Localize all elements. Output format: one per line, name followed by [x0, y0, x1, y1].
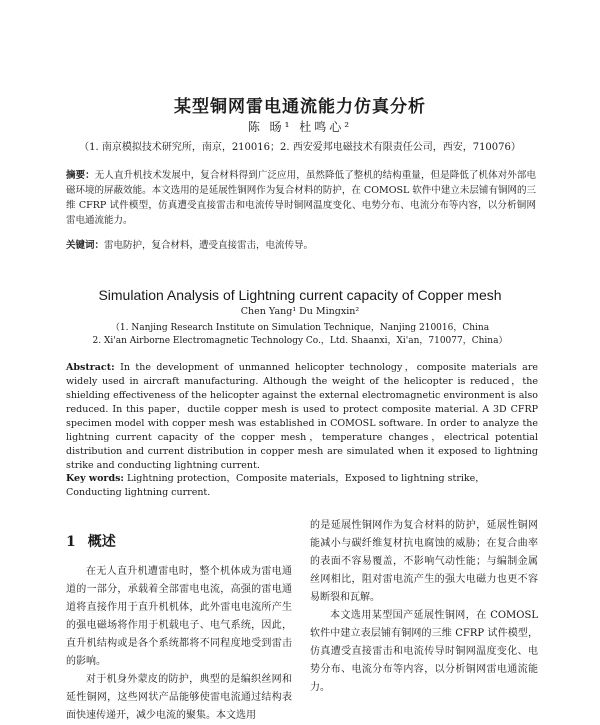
chinese-authors: 陈 旸¹ 杜鸣心²: [247, 120, 353, 134]
left-column: [66, 563, 292, 725]
english-keywords-label: Key words:: [66, 473, 124, 484]
english-affiliation-2: 2. Xi'an Airborne Electromagnetic Technology Co.，Ltd. Shaanxi，Xi'an，710077，China）: [92, 336, 508, 346]
english-abstract-text: In the development of unmanned helicopter technology，composite materials are widely used in aircraft manufacturing. Although the weight of the helicopter is reduced，the shielding effectiveness of the helicopter against the external electromagnetic environment is also reduced. In this paper，ductile copper mesh is used to protect composite material. A 3D CFRP specimen model with copper mesh was established in COMOSL software. In order to analyze the lightning current capacity of the copper mesh，temperature changes，electrical potential distribution and current distribution in copper mesh are simulated when it exposed to lightning strike and conducting lightning current.: [66, 362, 538, 471]
chinese-title: 某型铜网雷电通流能力仿真分析: [174, 97, 426, 117]
paragraph: 在无人直升机遭雷电时，整个机体成为雷电通道的一部分，承载着全部雷电电流，高强的雷电通道将直接作用于直升机机体，此外雷电电流所产生的强电磁场将作用于机载电子、电气系统，因此，直升机结构或是各个系统都将不同程度地受到雷击的影响。: [66, 566, 292, 667]
paragraph: 对于机身外蒙皮的防护，典型的是编织丝网和延性铜网，这些网状产品能够使雷电流通过结构表面快速传递开，减少电流的聚集。本文选用: [66, 674, 292, 721]
chinese-abstract-label: 摘要：: [66, 170, 95, 181]
paragraph: 的是延展性铜网作为复合材料的防护，延展性铜网能减小与碳纤维复材抗电腐蚀的威胁；在复合曲率的表面不容易覆盖，不影响气动性能；与编制金属丝网相比，阻对雷电流产生的强大电磁力也更不容易断裂和瓦解。: [310, 520, 538, 603]
english-affiliation-1: （1. Nanjing Research Institute on Simulation Technique，Nanjing 210016，China: [110, 323, 490, 333]
english-keywords-text: Lightning protection，Composite materials，Exposed to lightning strike，Conducting lightning current.: [66, 473, 485, 498]
chinese-keywords-label: 关键词：: [66, 240, 105, 251]
section-heading: [66, 531, 116, 551]
english-title: Simulation Analysis of Lightning current capacity of Copper mesh: [98, 287, 502, 303]
chinese-affiliation: （1. 南京模拟技术研究所，南京，210016；2. 西安爱邦电磁技术有限责任公司，西安，710076）: [79, 142, 521, 153]
chinese-keywords-text: 雷电防护，复合材料，遭受直接雷击，电流传导。: [104, 240, 314, 251]
paragraph: 本文选用某型国产延展性铜网，在 COMOSL 软件中建立表层铺有铜网的三维 CFRP 试件模型，仿真遭受直接雷击和电流传导时铜网温度变化、电势分布、电流分布等内容，以分析铜网雷电通流能力。: [310, 610, 538, 693]
section-number: 1: [66, 534, 76, 550]
english-authors: Chen Yang¹ Du Mingxin²: [240, 306, 360, 317]
chinese-abstract: [66, 168, 536, 228]
english-abstract: [66, 361, 538, 473]
english-abstract-label: Abstract:: [66, 362, 115, 373]
english-keywords: [66, 472, 538, 500]
right-column: [310, 517, 538, 697]
chinese-keywords: [66, 237, 536, 251]
chinese-abstract-text: 无人直升机技术发展中，复合材料得到广泛应用，虽然降低了整机的结构重量，但是降低了机体对外部电磁环境的屏蔽效能。本文选用的是延展性铜网作为复合材料的防护，在 COMOSL 软件中建立未层铺有铜网的三维 CFRP 试件模型，仿真遭受直接雷击和电流传导时铜网温度变化、电势分布、电流分布等内容，以分析铜网雷电通流能力。: [66, 170, 536, 226]
section-title: 概述: [87, 534, 116, 550]
